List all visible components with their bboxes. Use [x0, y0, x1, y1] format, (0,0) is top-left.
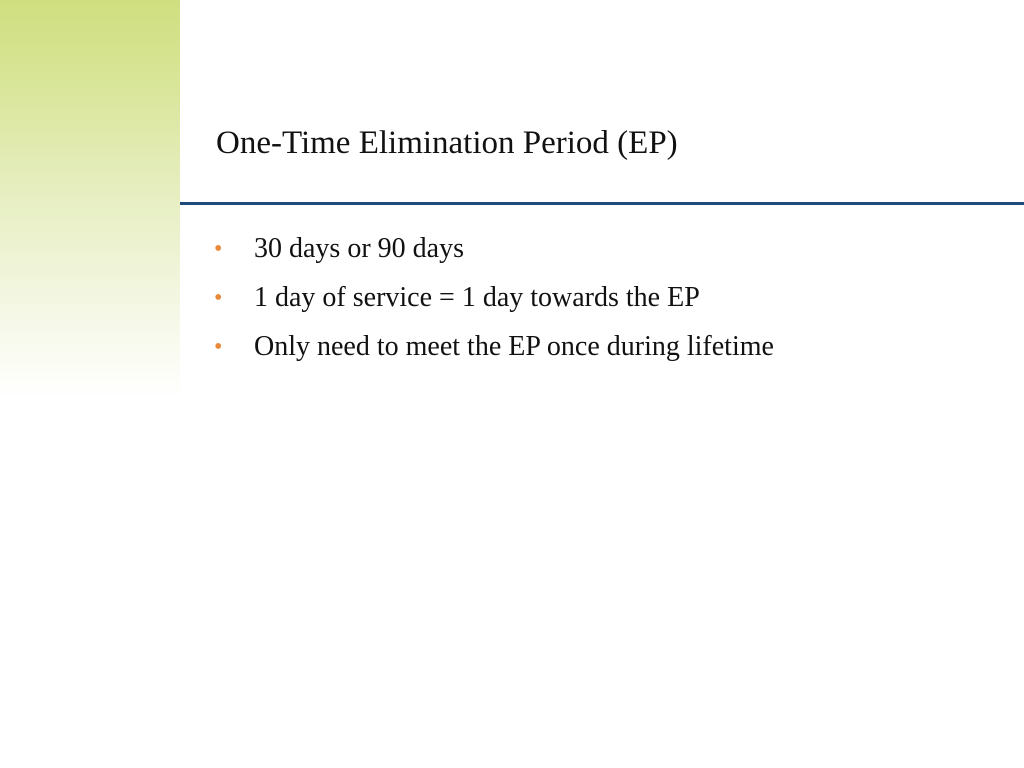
bullet-text: Only need to meet the EP once during lifetime [254, 331, 774, 362]
bullet-icon: • [214, 285, 223, 311]
list-item [214, 230, 814, 268]
list-item [214, 279, 814, 317]
bullet-text: 30 days or 90 days [254, 233, 464, 264]
bullet-text: 1 day of service = 1 day towards the EP [254, 282, 700, 313]
bullet-list [214, 230, 814, 377]
bullet-icon: • [214, 334, 223, 360]
list-item [214, 328, 814, 366]
decorative-side-band [0, 0, 180, 400]
bullet-icon: • [214, 236, 223, 262]
title-divider [180, 202, 1024, 205]
slide-title: One-Time Elimination Period (EP) [216, 125, 678, 161]
